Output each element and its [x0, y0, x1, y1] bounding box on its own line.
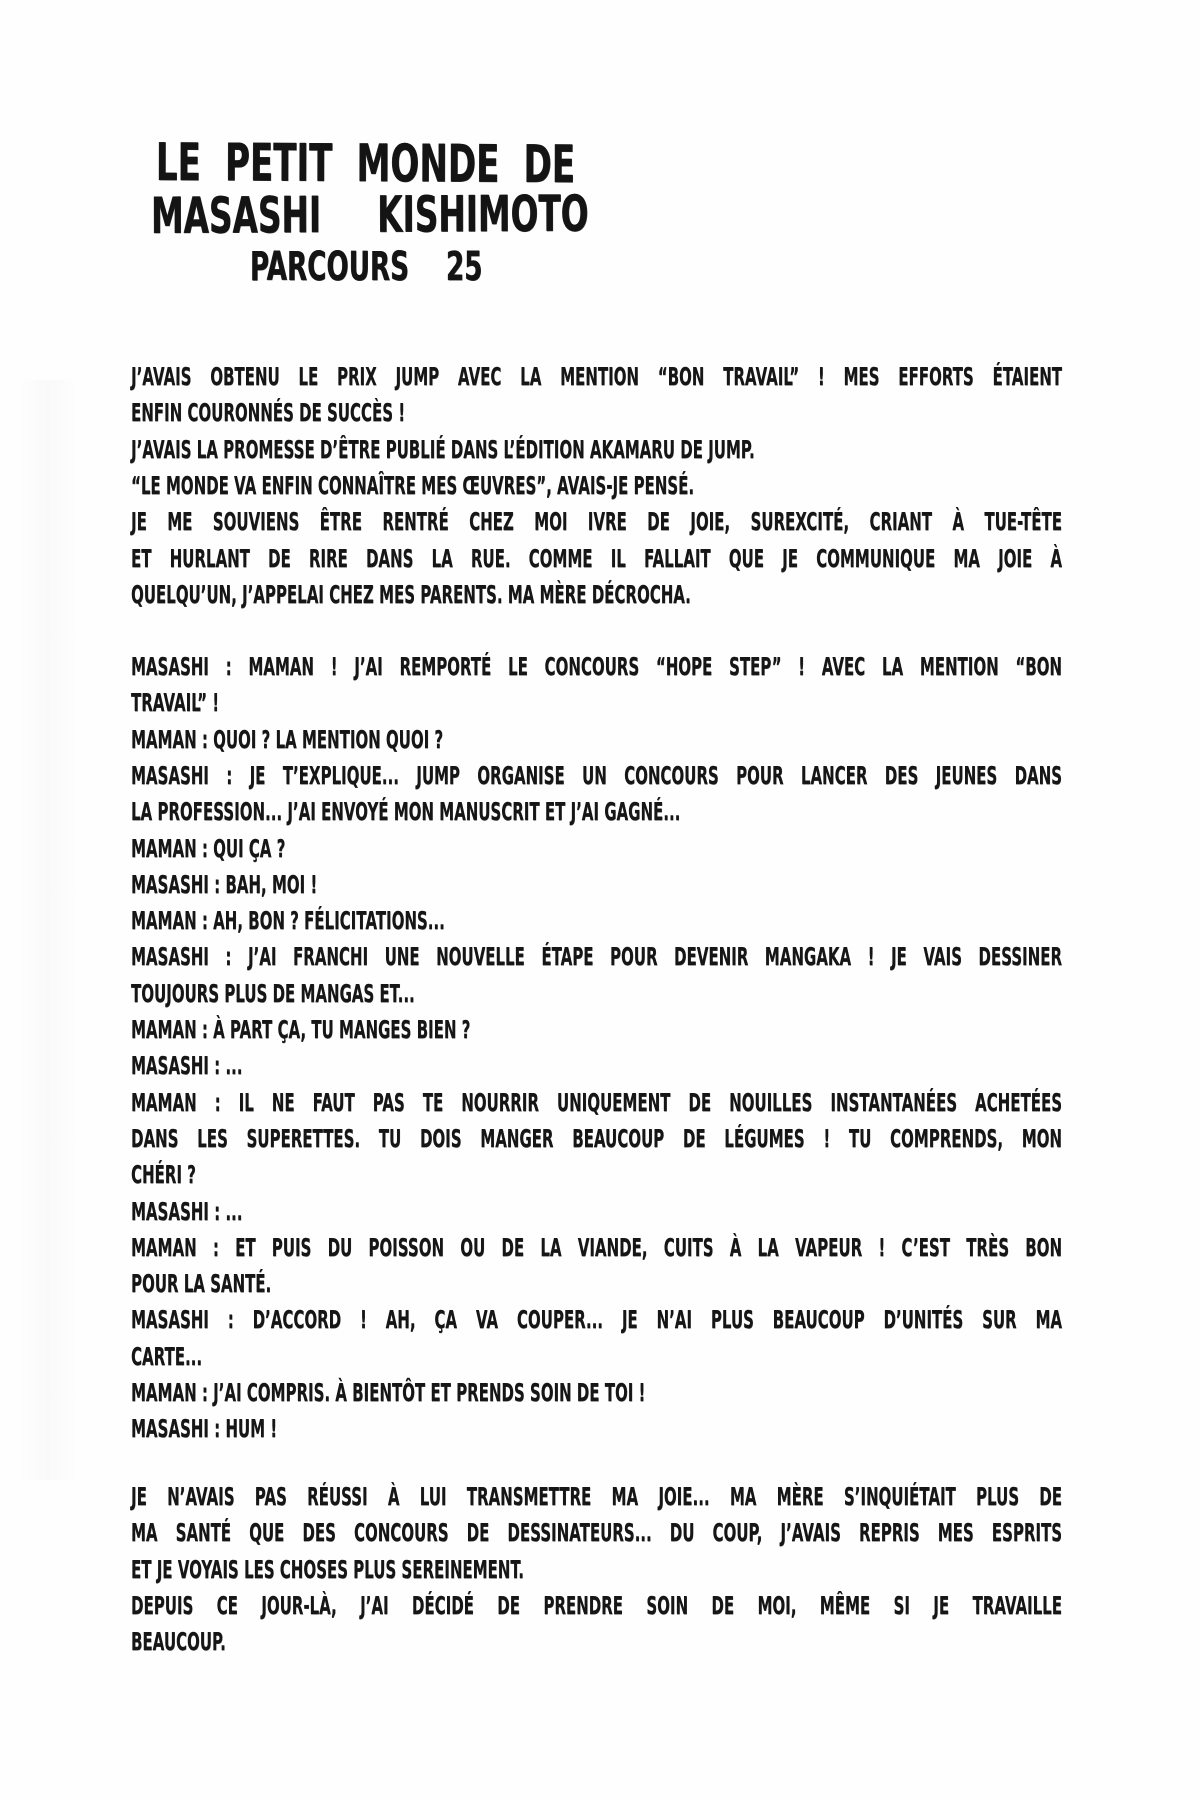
text-line: MAMAN : ET PUIS DU POISSON OU DE LA VIANDE, CUITS À LA VAPEUR ! C’EST TRÈS BON — [131, 1232, 1062, 1262]
text-line: MASASHI : MAMAN ! J’AI REMPORTÉ LE CONCOURS “HOPE STEP” ! AVEC LA MENTION “BON — [131, 652, 1062, 681]
text-line: ET HURLANT DE RIRE DANS LA RUE. COMME IL FALLAIT QUE JE COMMUNIQUE MA JOIE À — [131, 543, 1062, 573]
title-line-3: PARCOURS 25 — [250, 244, 483, 290]
text-line: MASASHI : D’ACCORD ! AH, ÇA VA COUPER... JE N’AI PLUS BEAUCOUP D’UNITÉS SUR MA — [131, 1305, 1062, 1335]
text-line: MAMAN : IL NE FAUT PAS TE NOURRIR UNIQUEMENT DE NOUILLES INSTANTANÉES ACHETÉES — [131, 1087, 1062, 1117]
text-line: MAMAN : QUI ÇA ? — [131, 833, 286, 863]
text-line: MA SANTÉ QUE DES CONCOURS DE DESSINATEURS... DU COUP, J’AVAIS REPRIS MES ESPRITS — [131, 1518, 1062, 1548]
text-line: MASASHI : ... — [131, 1051, 243, 1081]
text-line: TOUJOURS PLUS DE MANGAS ET... — [131, 978, 415, 1008]
scan-artifact — [18, 380, 78, 1480]
text-line: MASASHI : ... — [131, 1196, 243, 1226]
text-line: DANS LES SUPERETTES. TU DOIS MANGER BEAUCOUP DE LÉGUMES ! TU COMPRENDS, MON — [131, 1123, 1062, 1153]
text-line: DEPUIS CE JOUR-LÀ, J’AI DÉCIDÉ DE PRENDRE SOIN DE MOI, MÊME SI JE TRAVAILLE — [131, 1590, 1062, 1620]
text-line: CARTE... — [131, 1341, 203, 1371]
text-line: MAMAN : J’AI COMPRIS. À BIENTÔT ET PRENDS SOIN DE TOI ! — [131, 1378, 646, 1407]
text-line: MASASHI : HUM ! — [131, 1414, 278, 1444]
text-line: LA PROFESSION... J’AI ENVOYÉ MON MANUSCRIT ET J’AI GAGNÉ... — [131, 797, 681, 827]
text-line: QUELQU’UN, J’APPELAI CHEZ MES PARENTS. MA MÈRE DÉCROCHA. — [131, 579, 691, 609]
text-line: BEAUCOUP. — [131, 1627, 226, 1657]
text-line: MAMAN : À PART ÇA, TU MANGES BIEN ? — [131, 1015, 471, 1044]
text-line: TRAVAIL” ! — [131, 688, 220, 718]
text-line: J’AVAIS OBTENU LE PRIX JUMP AVEC LA MENTION “BON TRAVAIL” ! MES EFFORTS ÉTAIENT — [131, 362, 1062, 391]
text-line: MASASHI : J’AI FRANCHI UNE NOUVELLE ÉTAPE POUR DEVENIR MANGAKA ! JE VAIS DESSINER — [131, 942, 1062, 972]
title-line-1: LE PETIT MONDE DE — [155, 133, 576, 196]
text-line: “LE MONDE VA ENFIN CONNAÎTRE MES ŒUVRES”, AVAIS-JE PENSÉ. — [131, 470, 695, 500]
text-line: JE ME SOUVIENS ÊTRE RENTRÉ CHEZ MOI IVRE DE JOIE, SUREXCITÉ, CRIANT À TUE-TÊTE — [131, 507, 1062, 537]
text-line: MAMAN : AH, BON ? FÉLICITATIONS... — [131, 906, 445, 936]
title-line-2: MASASHI KISHIMOTO — [151, 184, 589, 245]
text-line: JE N’AVAIS PAS RÉUSSI À LUI TRANSMETTRE MA JOIE... MA MÈRE S’INQUIÉTAIT PLUS DE — [131, 1482, 1062, 1511]
text-line: ET JE VOYAIS LES CHOSES PLUS SEREINEMENT. — [131, 1554, 525, 1584]
text-line: J’AVAIS LA PROMESSE D’ÊTRE PUBLIÉ DANS L’ÉDITION AKAMARU DE JUMP. — [131, 434, 755, 464]
text-line: CHÉRI ? — [131, 1160, 196, 1190]
text-line: ENFIN COURONNÉS DE SUCCÈS ! — [131, 398, 406, 428]
text-line: MAMAN : QUOI ? LA MENTION QUOI ? — [131, 724, 444, 754]
text-line: MASASHI : BAH, MOI ! — [131, 869, 318, 899]
text-line: MASASHI : JE T’EXPLIQUE... JUMP ORGANISE UN CONCOURS POUR LANCER DES JEUNES DANS — [131, 760, 1062, 790]
text-line: POUR LA SANTÉ. — [131, 1269, 272, 1299]
